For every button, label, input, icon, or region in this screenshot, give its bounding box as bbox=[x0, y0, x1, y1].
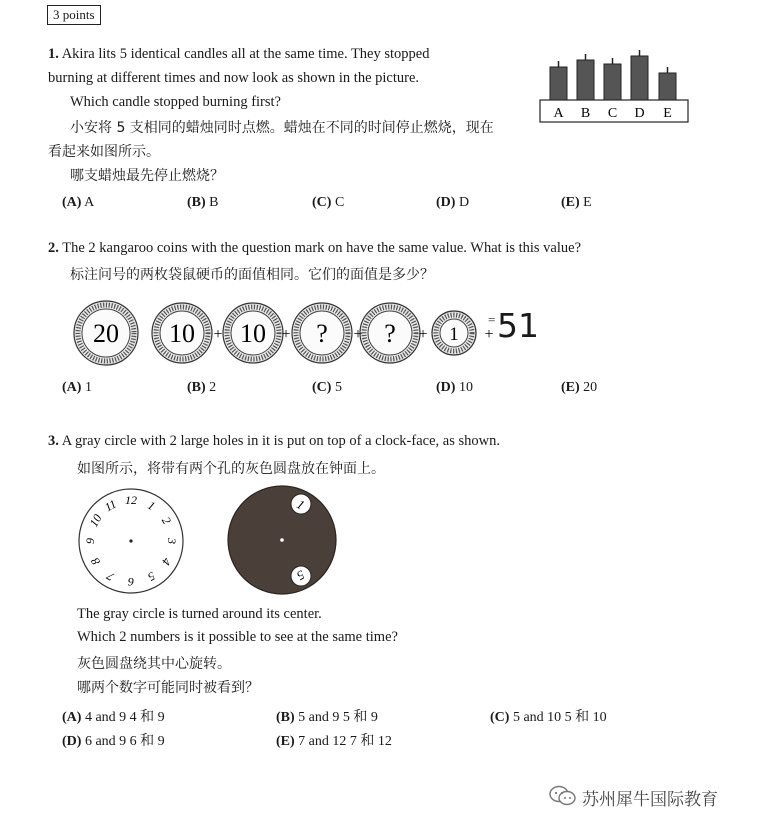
clock-number-1: 1 bbox=[145, 497, 158, 514]
clock-number-4: 4 bbox=[158, 555, 175, 568]
coin-5 bbox=[360, 303, 420, 363]
q1-zh-line1: 小安将 5 支相同的蜡烛同时点燃。蜡烛在不同的时间停止燃烧，现在 bbox=[70, 120, 494, 136]
q1-en-line3: Which candle stopped burning first? bbox=[70, 94, 281, 110]
q3-zh-line1: 如图所示，将带有两个孔的灰色圆盘放在钟面上。 bbox=[77, 461, 385, 477]
q3-en-line2: The gray circle is turned around its center. bbox=[77, 606, 322, 622]
q2-number: 2. bbox=[48, 240, 59, 256]
q3-option-d[interactable]: (D) 6 and 9 6 和 9 bbox=[62, 734, 165, 749]
q1-option-c[interactable]: (C) C bbox=[312, 195, 345, 210]
q1-zh-line2: 看起来如图所示。 bbox=[48, 144, 160, 160]
equals-sign-visible: = bbox=[488, 312, 496, 327]
q3-option-a[interactable]: (A) 4 and 9 4 和 9 bbox=[62, 710, 165, 725]
hole-number-1: 1 bbox=[294, 496, 308, 513]
q3-number: 3. bbox=[48, 433, 59, 449]
clock-number-11: 11 bbox=[102, 496, 119, 515]
clock-number-3: 3 bbox=[165, 538, 179, 544]
coin-value-1: 20 bbox=[93, 319, 119, 348]
q1-en-line2: burning at different times and now look as shown in the picture. bbox=[48, 70, 420, 86]
coins-group bbox=[74, 301, 476, 365]
candle-label-b: B bbox=[580, 106, 591, 121]
q2-option-a[interactable]: (A) 1 bbox=[62, 380, 92, 395]
clock-number-8: 8 bbox=[87, 555, 104, 568]
clock-number-12: 12 bbox=[125, 493, 137, 507]
coin-total: 51 bbox=[497, 306, 539, 345]
q2-option-d[interactable]: (D) 10 bbox=[436, 380, 473, 395]
q1-option-b[interactable]: (B) B bbox=[187, 195, 219, 210]
candle-label-a: A bbox=[553, 106, 564, 121]
coin-4 bbox=[292, 303, 352, 363]
coin-value-4: ? bbox=[316, 319, 328, 348]
q3-en-line1: A gray circle with 2 large holes in it is put on top of a clock-face, as shown. bbox=[61, 433, 500, 449]
q1-zh-line3: 哪支蜡烛最先停止燃烧？ bbox=[70, 168, 224, 184]
q3-en-line3: Which 2 numbers is it possible to see at the same time? bbox=[77, 629, 398, 645]
q3-option-c[interactable]: (C) 5 and 10 5 和 10 bbox=[490, 710, 607, 725]
q1-line1 bbox=[48, 46, 429, 63]
coin-value-6: 1 bbox=[449, 324, 459, 345]
q3-option-b[interactable]: (B) 5 and 9 5 和 9 bbox=[276, 710, 378, 725]
q2-en-line1: The 2 kangaroo coins with the question mark on have the same value. What is this value? bbox=[62, 240, 582, 256]
clock-number-5: 5 bbox=[145, 568, 158, 585]
plus-sign-3: + bbox=[353, 326, 363, 343]
q1-en-line1: Akira lits 5 identical candles all at the same time. They stopped bbox=[61, 46, 430, 62]
clock-number-9: 9 bbox=[83, 538, 97, 544]
candle-a bbox=[550, 61, 567, 100]
coin-value-5: ? bbox=[384, 319, 396, 348]
candle-label-d: D bbox=[634, 106, 645, 121]
coin-6 bbox=[432, 311, 476, 355]
plus-sign-1: + bbox=[213, 326, 223, 343]
q1-option-a[interactable]: (A) A bbox=[62, 195, 95, 210]
watermark-text: 苏州犀牛国际教育 bbox=[582, 790, 718, 810]
coin-value-3: 10 bbox=[240, 319, 266, 348]
candle-c bbox=[604, 58, 621, 100]
plus-sign-2: + bbox=[281, 326, 291, 343]
q3-option-e[interactable]: (E) 7 and 12 7 和 12 bbox=[276, 734, 392, 749]
candle-label-c: C bbox=[607, 106, 618, 121]
candle-b bbox=[577, 54, 594, 100]
q2-option-b[interactable]: (B) 2 bbox=[187, 380, 217, 395]
candle-e bbox=[659, 67, 676, 100]
candles-figure bbox=[536, 48, 692, 126]
q2-option-e[interactable]: (E) 20 bbox=[561, 380, 598, 395]
q1-number: 1. bbox=[48, 46, 59, 62]
clock-center bbox=[129, 539, 132, 542]
coin-value-2: 10 bbox=[169, 319, 195, 348]
candle-label-e: E bbox=[663, 106, 672, 121]
q2-line1 bbox=[48, 240, 581, 257]
wechat-icon bbox=[548, 784, 578, 808]
hole-number-5: 5 bbox=[294, 567, 308, 584]
coins-equation bbox=[68, 298, 548, 368]
points-header: 3 points bbox=[47, 5, 101, 25]
gray-disc bbox=[226, 484, 338, 596]
plus-sign-4: + bbox=[418, 326, 428, 343]
q1-option-d[interactable]: (D) D bbox=[436, 195, 470, 210]
clock-number-2: 2 bbox=[158, 514, 175, 527]
coin-1 bbox=[74, 301, 138, 365]
clock-face bbox=[76, 486, 186, 596]
clock-number-10: 10 bbox=[86, 511, 105, 530]
coin-3 bbox=[223, 303, 283, 363]
coin-2 bbox=[152, 303, 212, 363]
q3-line1 bbox=[48, 433, 500, 450]
clock-number-7: 7 bbox=[104, 568, 117, 585]
q3-zh-line2: 灰色圆盘绕其中心旋转。 bbox=[77, 656, 231, 672]
candle-d bbox=[631, 50, 648, 100]
q2-zh-line1: 标注问号的两枚袋鼠硬币的面值相同。它们的面值是多少？ bbox=[70, 267, 434, 283]
q3-zh-line3: 哪两个数字可能同时被看到？ bbox=[77, 680, 259, 696]
q2-option-c[interactable]: (C) 5 bbox=[312, 380, 342, 395]
plus-sign-5: + bbox=[484, 326, 494, 343]
disc-center bbox=[280, 538, 284, 542]
clock-number-6: 6 bbox=[128, 575, 134, 589]
q1-option-e[interactable]: (E) E bbox=[561, 195, 592, 210]
